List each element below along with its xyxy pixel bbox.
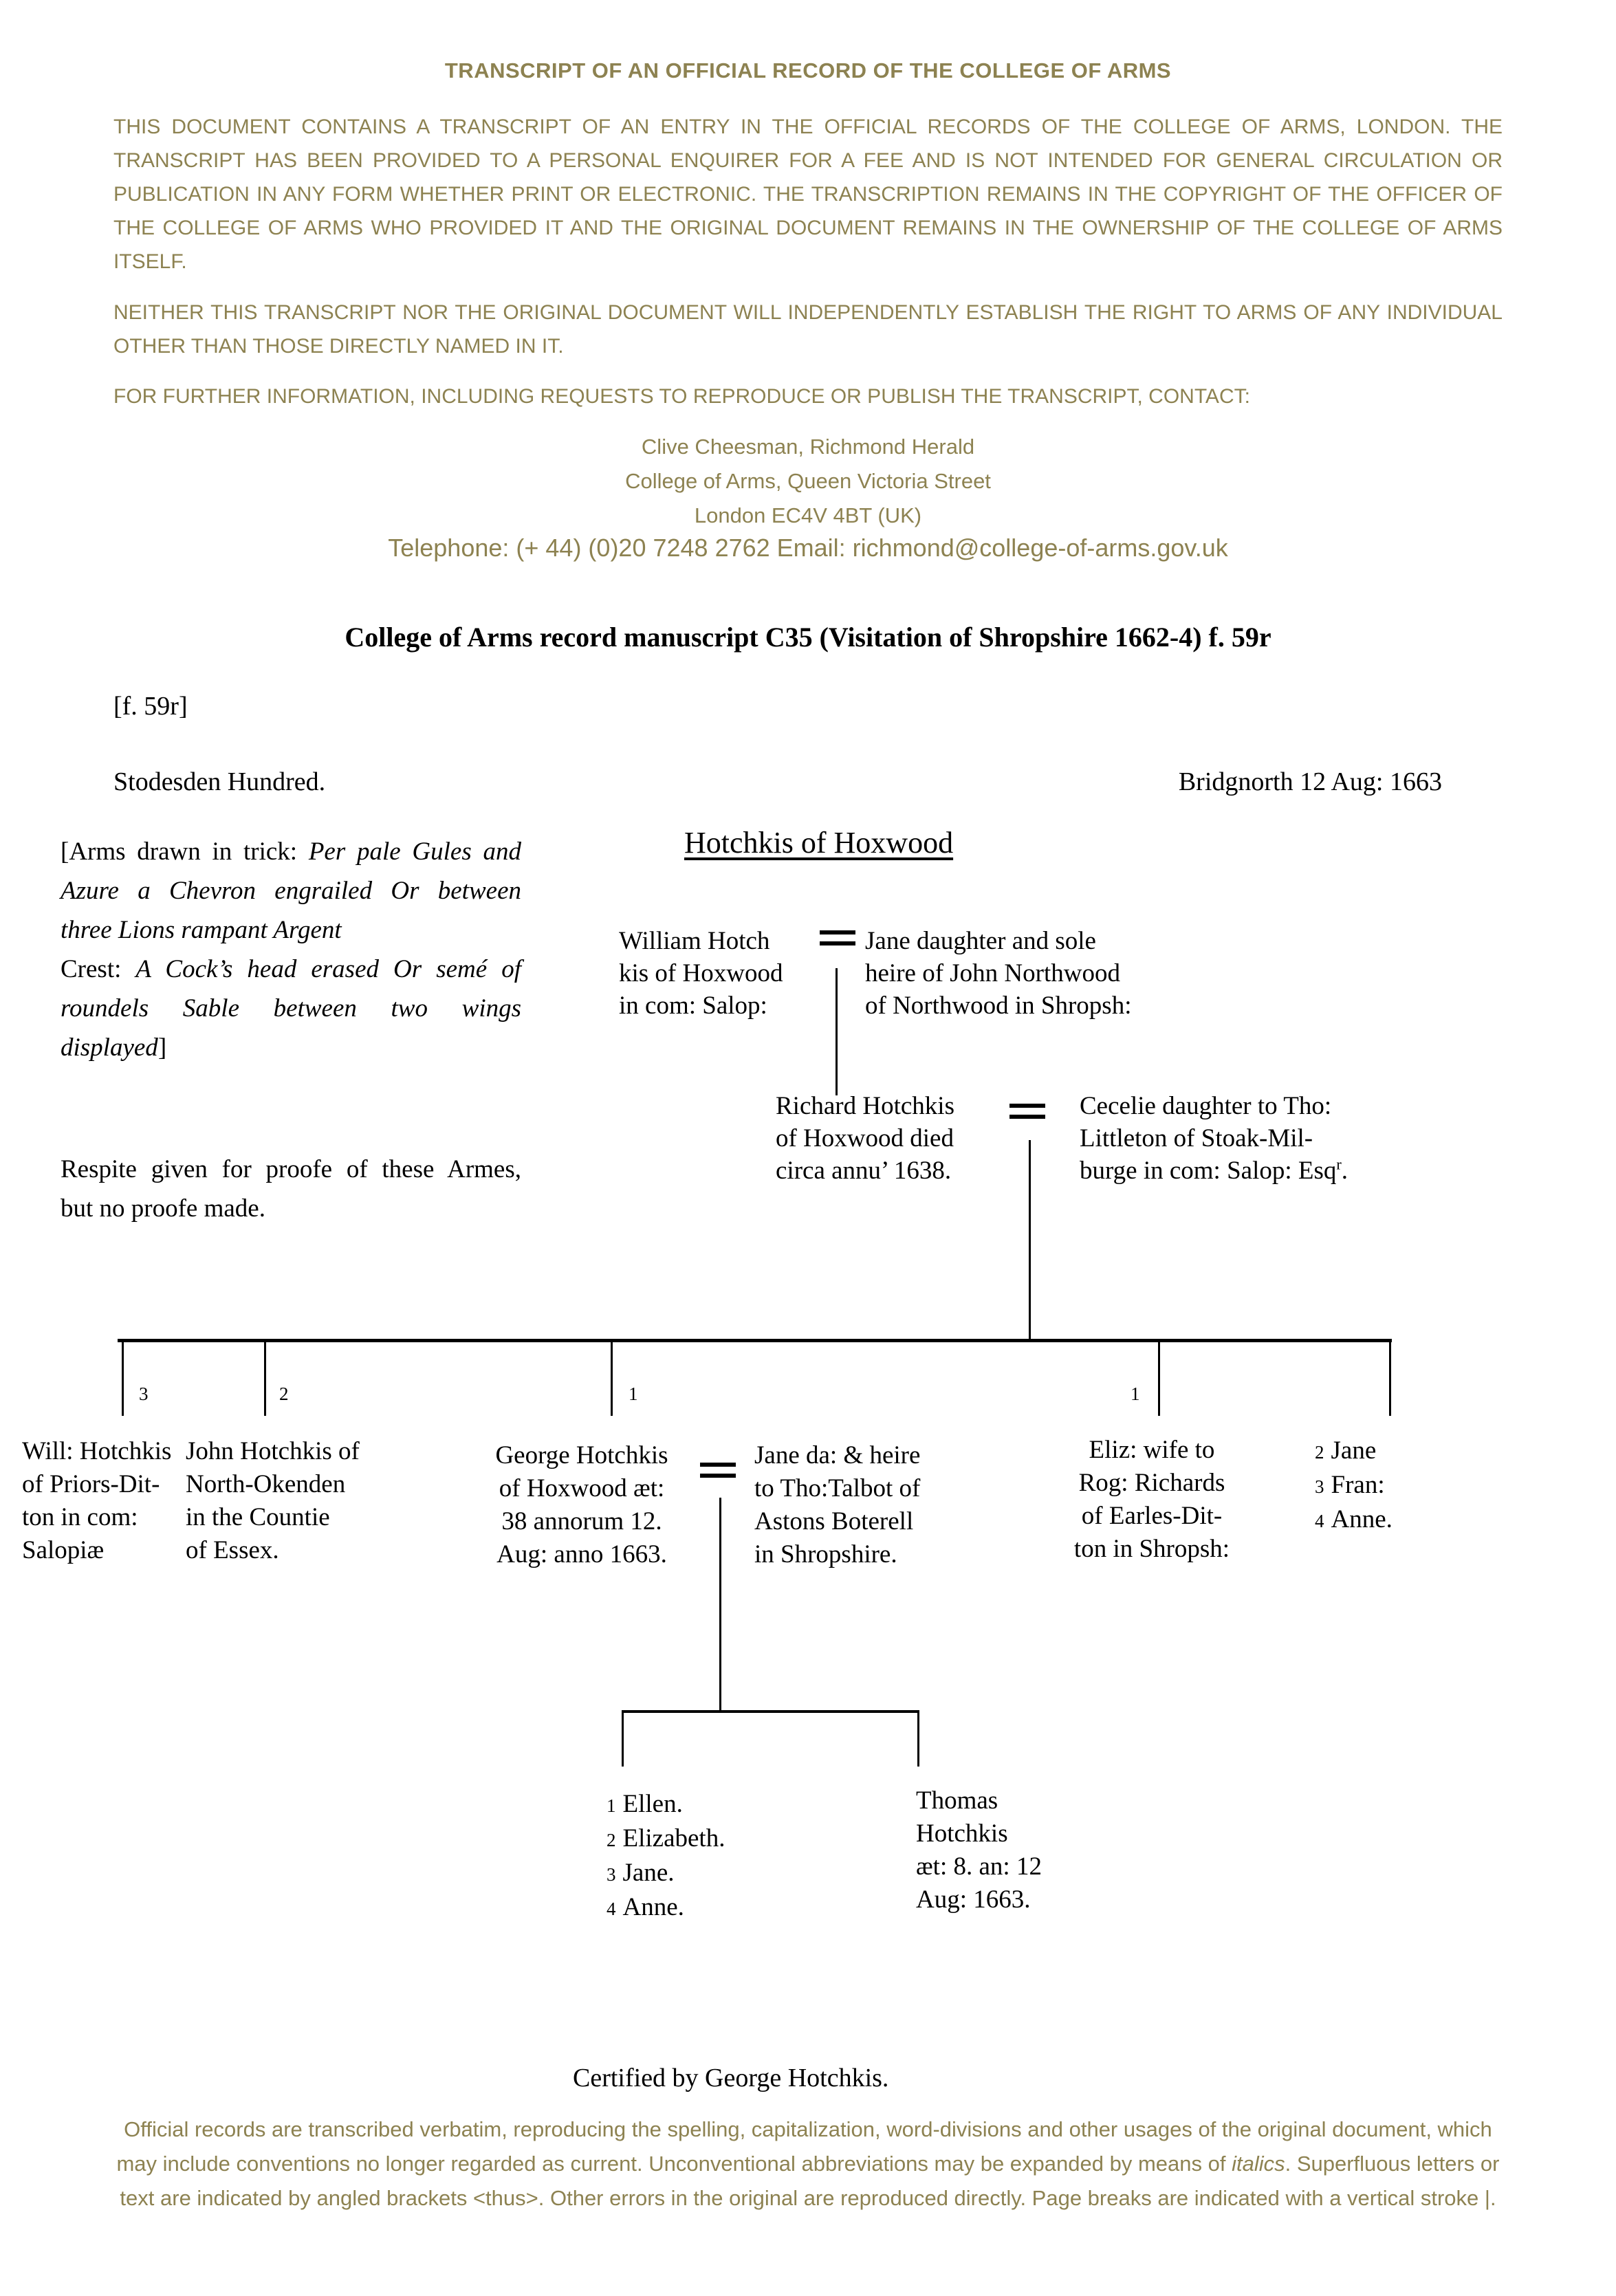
node-line: ton in Shropsh: [1073, 1535, 1230, 1563]
node-line: Salopiæ [22, 1536, 105, 1564]
place-date: Bridgnorth 12 Aug: 1663 [1178, 767, 1442, 796]
node-jane-talbot [754, 1439, 920, 1571]
node-line: North-Okenden [186, 1470, 346, 1498]
node-cecelie-littleton [1080, 1090, 1348, 1187]
node-line: in com: Salop: [619, 992, 767, 1020]
child-name: Anne. [622, 1893, 684, 1921]
node-line: of Northwood in Shropsh: [865, 992, 1132, 1020]
arms-line-6 [61, 1028, 521, 1067]
node-line: kis of Hoxwood [619, 959, 783, 987]
birth-order-number-john: 2 [279, 1384, 289, 1404]
node-john-hotchkis [186, 1435, 360, 1567]
arms-blazon-2: Azure a Chevron engrailed Or between [61, 877, 521, 905]
arms-blazon-1: Per pale Gules and [308, 838, 521, 866]
daughter-item [1315, 1469, 1393, 1503]
sibling-bar-gen3 [118, 1339, 1392, 1342]
child-item [607, 1788, 725, 1822]
record-title: College of Arms record manuscript C35 (Visitation of Shropshire 1662-4) f. 59r [345, 622, 1271, 653]
arms-bracket-close: ] [157, 1034, 167, 1062]
daughter-number: 4 [1315, 1511, 1324, 1531]
contact-address-line-1: College of Arms, Queen Victoria Street [625, 469, 991, 493]
node-daughters-list [1315, 1434, 1393, 1538]
child-number: 4 [607, 1899, 616, 1919]
crest-label: Crest: [61, 955, 136, 983]
crest-blazon-3: displayed [61, 1034, 158, 1062]
arms-line-2 [61, 871, 521, 910]
node-line: in the Countie [186, 1503, 330, 1531]
node-william-hotchkis [619, 925, 783, 1022]
node-richard-hotchkis [776, 1090, 954, 1187]
contact-name: Clive Cheesman, Richmond Herald [641, 435, 975, 459]
footer-italics-word: italics [1232, 2152, 1285, 2176]
child-name: Elizabeth. [622, 1824, 725, 1852]
descent-line-gen3 [719, 1498, 721, 1712]
child-item [607, 1891, 725, 1925]
child-number: 2 [607, 1830, 616, 1850]
sibling-drop-gen4-daughters [622, 1710, 624, 1767]
node-line-period: . [1341, 1157, 1349, 1185]
node-george-hotchkis [481, 1439, 682, 1571]
daughter-item [1315, 1434, 1393, 1469]
pedigree-title: Hotchkis of Hoxwood [684, 826, 954, 860]
daughter-name: Anne. [1331, 1505, 1393, 1533]
hundred-label: Stodesden Hundred. [113, 767, 326, 796]
descent-line-gen2 [1029, 1140, 1031, 1341]
sibling-drop-daughters [1389, 1339, 1391, 1416]
node-eliz-richards [1062, 1434, 1241, 1566]
node-line [1080, 1155, 1348, 1187]
respite-note [61, 1150, 521, 1228]
marriage-equals-george-jane [700, 1463, 736, 1478]
node-line: Cecelie daughter to Tho: [1080, 1092, 1332, 1120]
node-line-text: burge in com: Salop: Esq [1080, 1157, 1337, 1185]
node-line: of Earles-Dit- [1081, 1502, 1223, 1530]
node-line: William Hotch [619, 927, 770, 955]
node-jane-northwood [865, 925, 1131, 1022]
folio-reference: [f. 59r] [113, 692, 188, 721]
child-number: 3 [607, 1864, 616, 1885]
node-line: Aug: 1663. [916, 1885, 1031, 1914]
node-will-hotchkis [22, 1435, 171, 1567]
daughter-number: 2 [1315, 1442, 1324, 1463]
arms-line-1 [61, 832, 521, 871]
node-line: Astons Boterell [754, 1507, 914, 1535]
node-line: of Essex. [186, 1536, 279, 1564]
arms-description [61, 832, 521, 1067]
daughter-number: 3 [1315, 1476, 1324, 1497]
descent-line-gen1 [836, 968, 838, 1095]
node-george-children-list [607, 1788, 725, 1925]
marriage-equals-richard-cecelie [1009, 1104, 1045, 1119]
child-item [607, 1822, 725, 1857]
daughter-item [1315, 1503, 1393, 1538]
node-line: Eliz: wife to [1089, 1436, 1215, 1464]
child-number: 1 [607, 1795, 616, 1816]
daughter-name: Jane [1331, 1436, 1377, 1465]
daughter-name: Fran: [1331, 1471, 1385, 1499]
arms-line-5 [61, 989, 521, 1028]
contact-address-line-2: London EC4V 4BT (UK) [694, 503, 922, 527]
child-name: Jane. [622, 1859, 675, 1887]
node-line: Hotchkis [916, 1819, 1008, 1848]
node-line: to Tho:Talbot of [754, 1474, 921, 1502]
notice-paragraph-3: FOR FURTHER INFORMATION, INCLUDING REQUESTS TO REPRODUCE OR PUBLISH THE TRANSCRIPT, CONTACT: [113, 385, 1250, 408]
sibling-drop-will [122, 1339, 124, 1416]
node-line: circa annu’ 1638. [776, 1157, 952, 1185]
node-line: Richard Hotchkis [776, 1092, 954, 1120]
birth-order-number-will: 3 [139, 1384, 149, 1404]
node-line: Aug: anno 1663. [496, 1540, 667, 1568]
node-line: George Hotchkis [495, 1441, 668, 1469]
contact-phone-email: Telephone: (+ 44) (0)20 7248 2762 Email: richmond@college-of-arms.gov.uk [388, 534, 1228, 562]
child-item [607, 1857, 725, 1891]
crest-blazon-2: roundels Sable between two wings [61, 994, 521, 1023]
respite-line-1: Respite given for proofe of these Armes, [61, 1155, 521, 1183]
notice-paragraph-1: THIS DOCUMENT CONTAINS A TRANSCRIPT OF AN ENTRY IN THE OFFICIAL RECORDS OF THE COLLEGE OF ARMS, LONDON. THE TRANSCRIPT HAS BEEN PROVIDED TO A PERSONAL ENQUIRER FOR A FEE AND IS NOT INTENDED FOR GENERAL CIRCULATION OR PUBLICATION IN ANY FORM WHETHER PRINT OR ELECTRONIC. THE TRANSCRIPTION REMAINS IN THE COPYRIGHT OF THE OFFICER OF THE COLLEGE OF ARMS WHO PROVIDED IT AND THE ORIGINAL DOCUMENT REMAINS IN THE OWNERSHIP OF THE COLLEGE OF ARMS ITSELF. [113, 116, 1503, 273]
node-line: of Priors-Dit- [22, 1470, 160, 1498]
node-line: John Hotchkis of [186, 1437, 360, 1465]
transcription-conventions-note [107, 2112, 1509, 2216]
node-line: of Hoxwood died [776, 1124, 954, 1152]
arms-line-3 [61, 910, 521, 950]
node-line: ton in com: [22, 1503, 138, 1531]
respite-line-2: but no proofe made. [61, 1194, 265, 1223]
child-name: Ellen. [622, 1790, 683, 1818]
arms-blazon-3: three Lions rampant Argent [61, 916, 342, 944]
node-line: in Shropshire. [754, 1540, 897, 1568]
node-line: æt: 8. an: 12 [916, 1852, 1042, 1881]
marriage-equals-william-jane [820, 930, 855, 945]
sibling-drop-eliz [1158, 1339, 1160, 1416]
notice-paragraph-2: NEITHER THIS TRANSCRIPT NOR THE ORIGINAL DOCUMENT WILL INDEPENDENTLY ESTABLISH THE RIGHT TO ARMS OF ANY INDIVIDUAL OTHER THAN THOSE DIRECTLY NAMED IN IT. [113, 301, 1503, 358]
node-line: Rog: Richards [1078, 1469, 1225, 1497]
superscript-r: r [1336, 1155, 1342, 1173]
certification-statement: Certified by George Hotchkis. [573, 2064, 889, 2092]
arms-line-4 [61, 950, 521, 989]
crest-blazon-1: A Cock’s head erased Or semé of [135, 955, 521, 983]
sibling-drop-thomas [917, 1710, 919, 1767]
sibling-drop-john [264, 1339, 266, 1416]
node-line: Littleton of Stoak-Mil- [1080, 1124, 1313, 1152]
node-line: heire of John Northwood [865, 959, 1120, 987]
birth-order-number-eliz: 1 [1131, 1384, 1140, 1404]
node-line: Will: Hotchkis [22, 1437, 172, 1465]
node-line: Thomas [916, 1786, 998, 1815]
sibling-drop-george [611, 1339, 613, 1416]
node-line: Jane da: & heire [754, 1441, 921, 1469]
arms-trick-label: [Arms drawn in trick: [61, 838, 309, 866]
node-thomas-hotchkis [916, 1784, 1042, 1916]
birth-order-number-george: 1 [629, 1384, 638, 1404]
node-line: 38 annorum 12. [501, 1507, 662, 1535]
node-line: of Hoxwood æt: [499, 1474, 665, 1502]
node-line: Jane daughter and sole [865, 927, 1096, 955]
footer-text-1: Official records are transcribed verbatim, reproducing the spelling, capitalization, word-divisions and other usages of the original document, which may include conventions no longer regarded as current. Unconventional abbreviations may be expanded by means of [116, 2117, 1492, 2176]
sibling-bar-gen4 [622, 1710, 919, 1713]
footer-text-2: . Superfluous letters or text are indicated by angled brackets <thus>. Other errors in the original are reproduced directly. Page breaks are indicated with a vertical stroke |. [120, 2152, 1500, 2210]
notice-title: TRANSCRIPT OF AN OFFICIAL RECORD OF THE COLLEGE OF ARMS [444, 58, 1172, 83]
